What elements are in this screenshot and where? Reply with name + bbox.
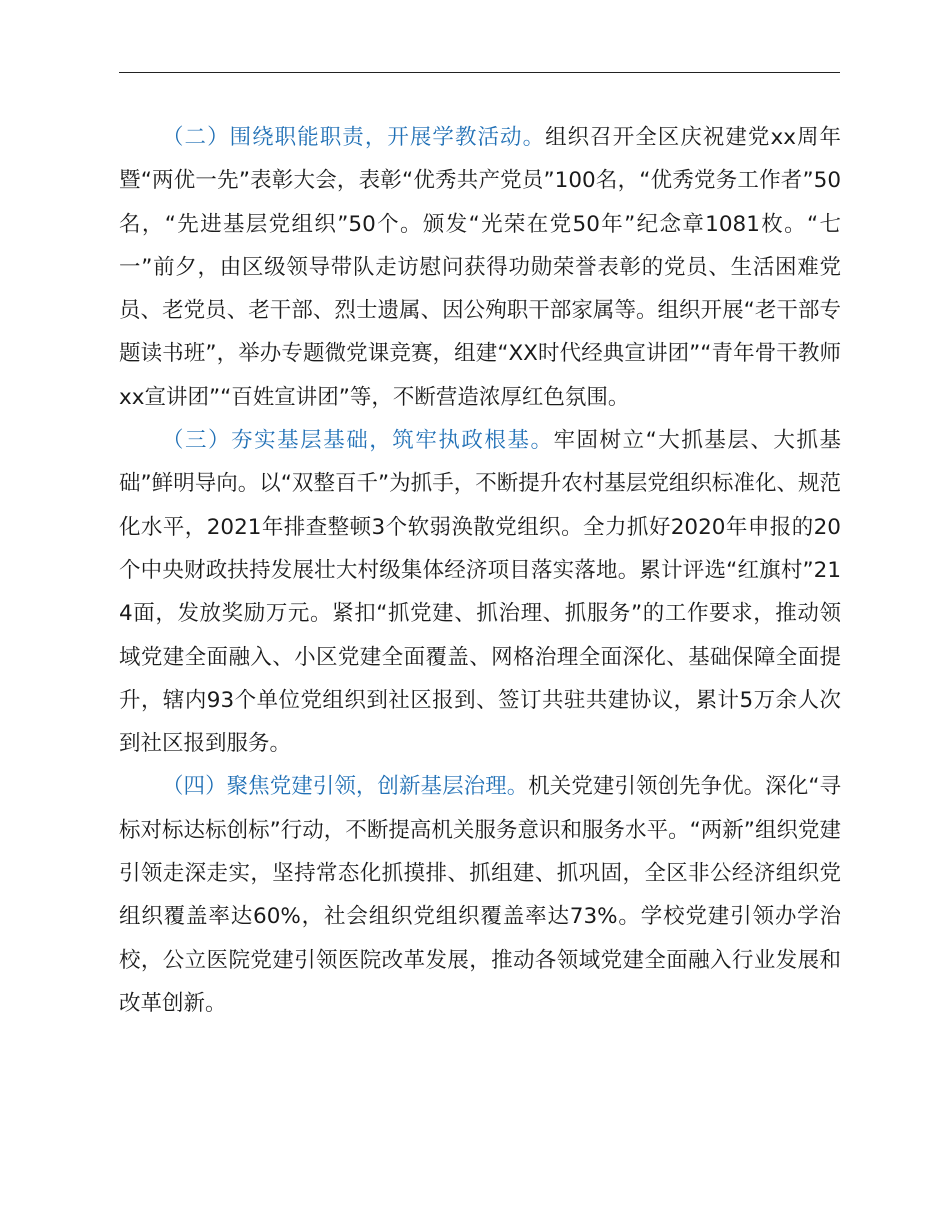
paragraph-3 bbox=[119, 419, 841, 765]
section-heading-2: （二）围绕职能职责，开展学教活动。 bbox=[162, 125, 546, 150]
section-heading-4: （四）聚焦党建引领，创新基层治理。 bbox=[162, 774, 529, 800]
paragraph-body-3: 牢固树立“大抓基层、大抓基础”鲜明导向。以“双整百千”为抓手，不断提升农村基层党组织标准化、规范化水平，2021年排查整顿3个软弱涣散党组织。全力抓好2020年申报的20个中央财政扶持发展壮大村级集体经济项目落实落地。累计评选“红旗村”214面，发放奖励万元。紧扣“抓党建、抓治理、抓服务”的工作要求，推动领域党建全面融入、小区党建全面覆盖、网格治理全面深化、基础保障全面提升，辖内93个单位党组织到社区报到、签订共驻共建协议，累计5万余人次到社区报到服务。 bbox=[119, 428, 841, 757]
header-rule bbox=[119, 72, 840, 73]
paragraph-4 bbox=[119, 765, 841, 1025]
paragraph-body-4: 机关党建引领创先争优。深化“寻标对标达标创标”行动，不断提高机关服务意识和服务水平。“两新”组织党建引领走深走实，坚持常态化抓摸排、抓组建、抓巩固，全区非公经济组织党组织覆盖率达60%，社会组织党组织覆盖率达73%。学校党建引领办学治校，公立医院党建引领医院改革发展，推动各领域党建全面融入行业发展和改革创新。 bbox=[119, 774, 841, 1016]
paragraph-2 bbox=[119, 116, 841, 419]
section-heading-3: （三）夯实基层基础，筑牢执政根基。 bbox=[162, 428, 554, 454]
document-body bbox=[119, 116, 841, 1025]
paragraph-body-2: 组织召开全区庆祝建党xx周年暨“两优一先”表彰大会，表彰“优秀共产党员”100名，“优秀党务工作者”50名，“先进基层党组织”50个。颁发“光荣在党50年”纪念章1081枚。“七一”前夕，由区级领导带队走访慰问获得功勋荣誉表彰的党员、生活困难党员、老党员、老干部、烈士遗属、因公殉职干部家属等。组织开展“老干部专题读书班”，举办专题微党课竞赛，组建“XX时代经典宣讲团”“青年骨干教师xx宣讲团”“百姓宣讲团”等，不断营造浓厚红色氛围。 bbox=[119, 125, 841, 410]
